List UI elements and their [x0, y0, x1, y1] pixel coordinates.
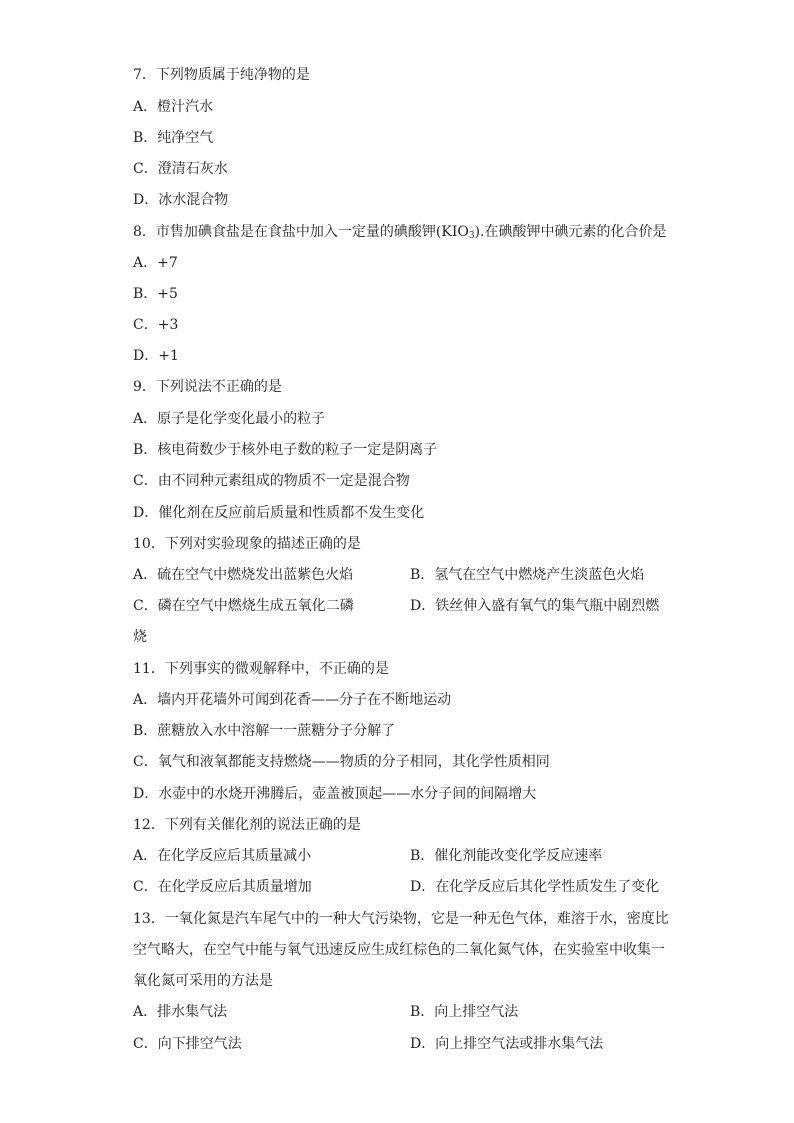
question-9-stem: 9．下列说法不正确的是: [133, 379, 282, 395]
question-12-option-d: D．在化学反应后其化学性质发生了变化: [410, 879, 660, 895]
question-13-option-d: D．向上排空气法或排水集气法: [410, 1036, 604, 1052]
question-7-stem: 7．下列物质属于纯净物的是: [133, 67, 310, 83]
question-12-option-a: A．在化学反应后其质量减小: [133, 848, 312, 864]
question-10-option-c: C．磷在空气中燃烧生成五氧化二磷: [133, 598, 354, 614]
question-11-option-b: B．蔗糖放入水中溶解一一蔗糖分子分解了: [133, 723, 396, 739]
question-9-option-c: C．由不同种元素组成的物质不一定是混合物: [133, 473, 410, 489]
question-13-option-b: B．向上排空气法: [410, 1004, 519, 1020]
question-13-option-c: C．向下排空气法: [133, 1036, 242, 1052]
question-8-option-b: B．+5: [133, 286, 178, 302]
question-8-stem-pre: 8．市售加碘食盐是在食盐中加入一定量的碘酸钾(KIO: [133, 224, 469, 240]
question-9-option-b: B．核电荷数少于核外电子数的粒子一定是阴离子: [133, 442, 438, 458]
question-7-option-a: A．橙汁汽水: [133, 99, 214, 115]
question-8-stem: [133, 222, 667, 242]
question-12-option-c: C．在化学反应后其质量增加: [133, 879, 312, 895]
question-13-stem-line-2: 空气略大，在空气中能与氧气迅速反应生成红棕色的二氧化氮气体，在实验室中收集一: [133, 942, 665, 958]
question-10-option-d-wrap: 烧: [133, 629, 147, 645]
question-8-stem-post: ).在碘酸钾中碘元素的化合价是: [474, 224, 667, 240]
question-12-stem: 12．下列有关催化剂的说法正确的是: [133, 817, 361, 833]
question-12-option-b: B．催化剂能改变化学反应速率: [410, 848, 603, 864]
question-11-option-d: D．水壶中的水烧开沸腾后，壶盖被顶起——水分子间的间隔增大: [133, 786, 537, 802]
question-10-option-d: D．铁丝伸入盛有氧气的集气瓶中剧烈燃: [410, 598, 660, 614]
question-13-stem-line-3: 氧化氮可采用的方法是: [133, 973, 273, 989]
question-7-option-b: B．纯净空气: [133, 130, 214, 146]
question-13-option-a: A．排水集气法: [133, 1004, 228, 1020]
question-11-stem: 11．下列事实的微观解释中，不正确的是: [133, 661, 389, 677]
question-10-option-b: B．氢气在空气中燃烧产生淡蓝色火焰: [410, 567, 645, 583]
question-9-option-d: D．催化剂在反应前后质量和性质都不发生变化: [133, 505, 425, 521]
question-7-option-c: C．澄清石灰水: [133, 161, 228, 177]
question-8-option-d: D．+1: [133, 348, 179, 364]
question-9-option-a: A．原子是化学变化最小的粒子: [133, 411, 326, 427]
question-8-option-a: A．+7: [133, 255, 178, 271]
question-10-stem: 10．下列对实验现象的描述正确的是: [133, 536, 361, 552]
question-8-option-c: C．+3: [133, 317, 179, 333]
question-7-option-d: D．冰水混合物: [133, 192, 229, 208]
question-11-option-a: A．墙内开花墙外可闻到花香——分子在不断地运动: [133, 692, 452, 708]
question-13-stem-line-1: 13．一氧化氮是汽车尾气中的一种大气污染物，它是一种无色气体，难溶于水，密度比: [133, 911, 669, 927]
question-10-option-a: A．硫在空气中燃烧发出蓝紫色火焰: [133, 567, 354, 583]
question-11-option-c: C．氧气和液氧都能支持燃烧——物质的分子相同，其化学性质相同: [133, 754, 550, 770]
question-8-stem-subscript: 3: [468, 231, 475, 241]
